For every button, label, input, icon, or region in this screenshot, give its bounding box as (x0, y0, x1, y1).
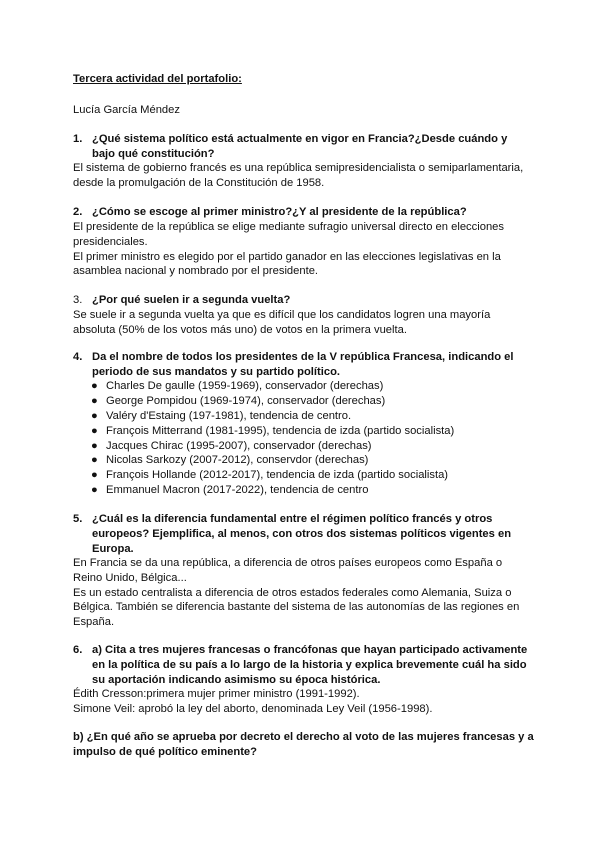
question-text: a) Cita a tres mujeres francesas o francófonas que hayan participado activamente en la política de su país a lo largo de la historia y explica brevemente cuál ha sido su aportación indicando asimismo su época histórica. (92, 644, 528, 686)
bullet-icon: ● (91, 380, 98, 392)
president-entry: Emmanuel Macron (2017-2022), tendencia de centro (106, 484, 369, 497)
answer-1 (73, 161, 533, 191)
answer-paragraph: Es un estado centralista a diferencia de otros estados federales como Alemania, Suiza o Bélgica. También se diferencia bastante del sistema de las autonomías de las regiones en España. (73, 586, 520, 629)
document-heading: Tercera actividad del portafolio: (73, 73, 242, 85)
list-item (73, 439, 533, 454)
answer-2 (73, 220, 533, 279)
list-item (73, 424, 533, 439)
question-text: ¿Cuál es la diferencia fundamental entre el régimen político francés y otros europeos? Ejemplifica, al menos, con otros dos sistemas políticos vigentes en Europa. (92, 513, 512, 555)
president-entry: Charles De gaulle (1959-1969), conservador (derechas) (106, 380, 384, 392)
bullet-icon: ● (91, 424, 98, 437)
answer-paragraph: Se suele ir a segunda vuelta ya que es difícil que los candidatos logren una mayoría absoluta (50% de los votos más uno) de votos en la primera vuelta. (73, 309, 491, 336)
question-text: Da el nombre de todos los presidentes de la V república Francesa, indicando el periodo de sus mandatos y su partido político. (92, 351, 514, 378)
question-number: 4. (73, 351, 83, 363)
bullet-icon: ● (91, 439, 98, 452)
answer-5 (73, 556, 533, 630)
presidents-list (73, 379, 533, 498)
question-5 (73, 512, 532, 556)
question-text: ¿Cómo se escoge al primer ministro?¿Y al presidente de la república? (92, 206, 467, 218)
president-entry: Jacques Chirac (1995-2007), conservador (derechas) (106, 439, 372, 452)
answer-paragraph: El sistema de gobierno francés es una república semipresidencialista o semiparlamentaria, desde la promulgación de la Constitución de 1958. (73, 162, 524, 189)
question-number: 2. (73, 206, 83, 218)
question-4 (73, 350, 532, 380)
bullet-icon: ● (91, 454, 98, 467)
question-1 (73, 132, 532, 162)
bullet-icon: ● (91, 484, 98, 497)
question-number: 6. (73, 644, 83, 656)
bullet-icon: ● (91, 469, 98, 482)
president-entry: George Pompidou (1969-1974), conservador (derechas) (106, 394, 386, 407)
president-entry: François Mitterrand (1981-1995), tendencia de izda (partido socialista) (106, 424, 455, 437)
question-text: ¿Por qué suelen ir a segunda vuelta? (92, 294, 291, 306)
answer-6 (73, 687, 533, 717)
answer-paragraph: El primer ministro es elegido por el partido ganador en las elecciones legislativas en la asamblea nacional y nombrado por el presidente. (73, 250, 501, 278)
question-number: 5. (73, 513, 83, 525)
list-item (73, 453, 533, 468)
list-item (73, 379, 533, 394)
list-item (73, 468, 533, 483)
president-entry: Valéry d'Estaing (197-1981), tendencia de centro. (106, 409, 352, 422)
question-number: 1. (73, 133, 83, 145)
bullet-icon: ● (91, 394, 98, 407)
bullet-icon: ● (91, 409, 98, 422)
answer-paragraph: Simone Veil: aprobó la ley del aborto, denominada Ley Veil (1956-1998). (73, 702, 433, 715)
answer-3 (73, 308, 533, 338)
question-3 (73, 293, 532, 308)
list-item (73, 394, 533, 409)
answer-paragraph: El presidente de la república se elige mediante sufragio universal directo en elecciones presidenciales. (73, 221, 504, 248)
question-6b: b) ¿En qué año se aprueba por decreto el derecho al voto de las mujeres francesas y a impulso de qué político eminente? (73, 731, 534, 758)
question-number: 3. (73, 294, 83, 306)
question-6 (73, 643, 532, 687)
question-text: ¿Qué sistema político está actualmente en vigor en Francia?¿Desde cuándo y bajo qué constitución? (92, 133, 508, 160)
list-item (73, 409, 533, 424)
answer-paragraph: Édith Cresson:primera mujer primer ministro (1991-1992). (73, 688, 360, 700)
answer-paragraph: En Francia se da una república, a diferencia de otros países europeos como España o Reino Unido, Bélgica... (73, 557, 503, 584)
author-name: Lucía García Méndez (73, 104, 180, 116)
list-item (73, 483, 533, 498)
president-entry: Nicolas Sarkozy (2007-2012), conservdor (derechas) (106, 454, 369, 467)
question-2 (73, 205, 532, 220)
president-entry: François Hollande (2012-2017), tendencia de izda (partido socialista) (106, 469, 449, 482)
